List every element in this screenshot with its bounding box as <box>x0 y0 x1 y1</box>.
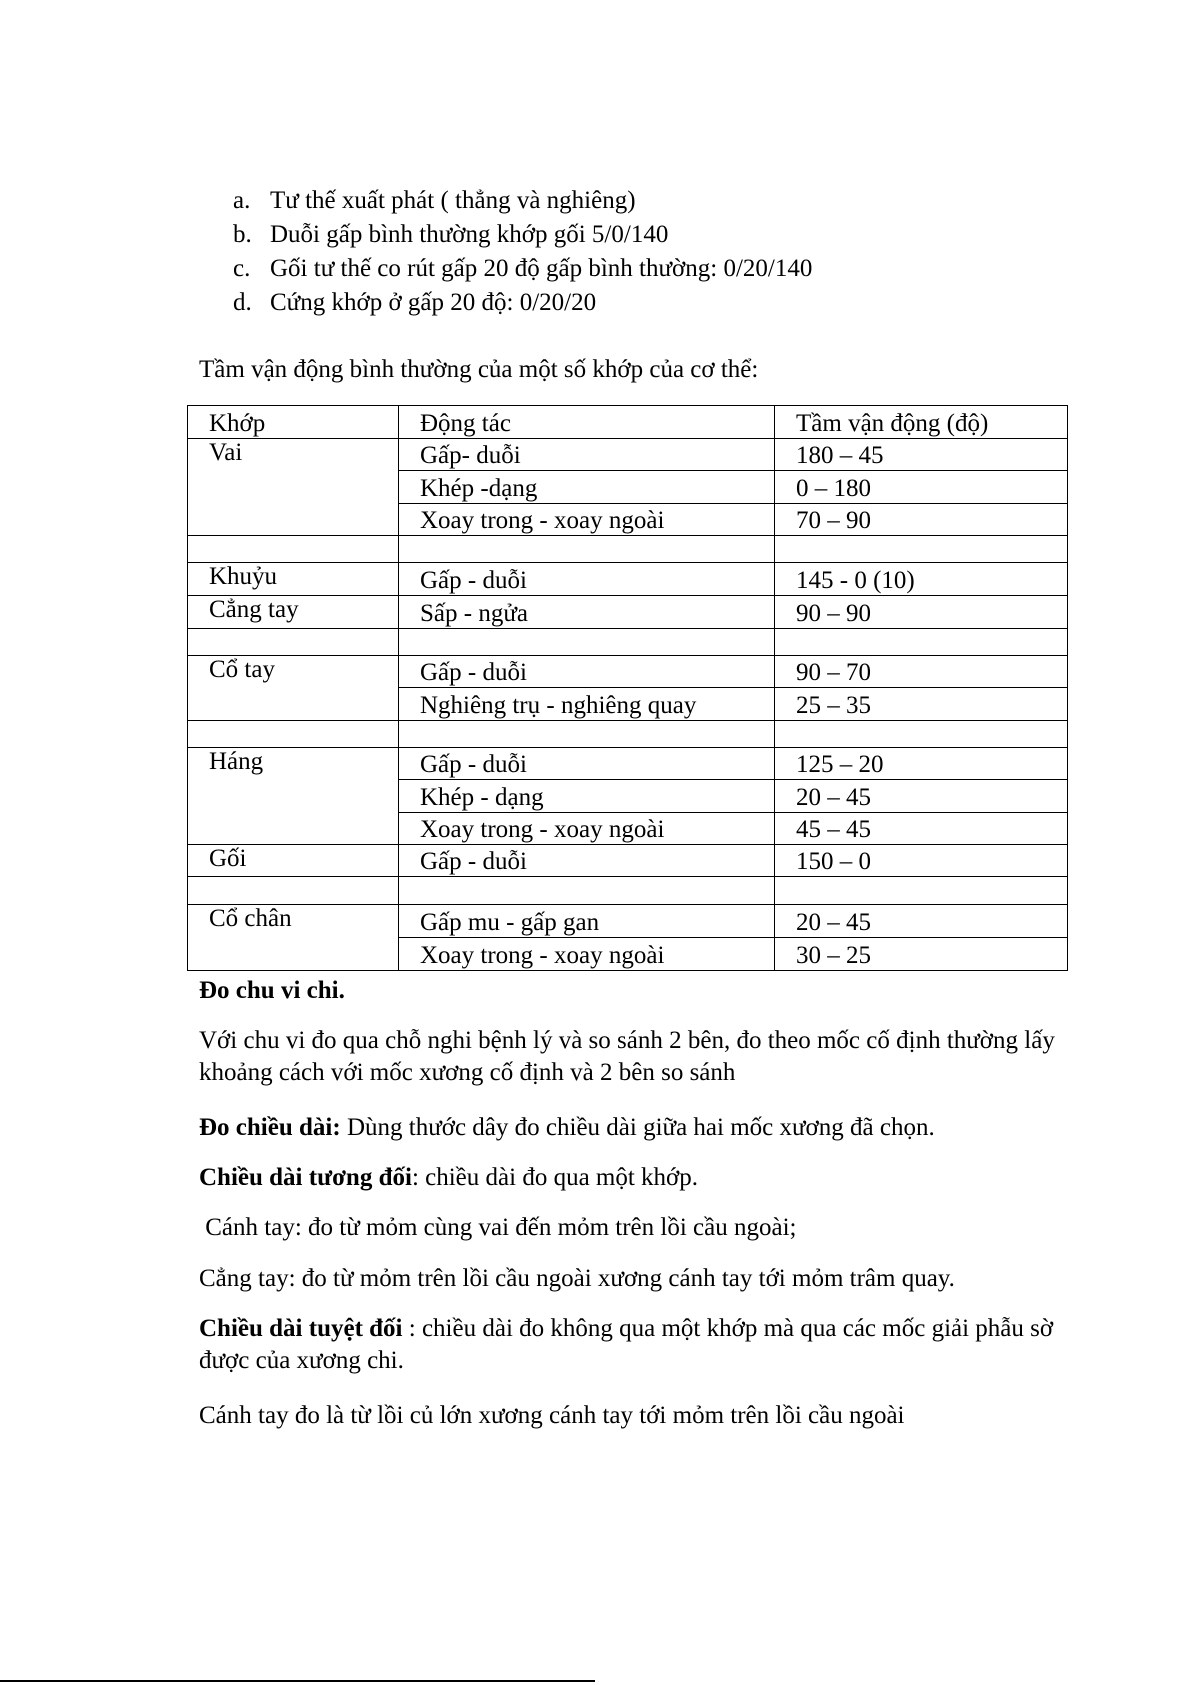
joint-cell: Háng <box>188 748 399 845</box>
table-intro: Tầm vận động bình thường của một số khớp của cơ thể: <box>199 356 759 383</box>
joint-cell: Cẳng tay <box>188 596 399 629</box>
spacer-row <box>188 721 1068 748</box>
movement-cell: Gấp- duỗi <box>399 439 775 471</box>
range-cell: 45 – 45 <box>775 813 1068 845</box>
movement-cell: Xoay trong - xoay ngoài <box>399 938 775 971</box>
range-cell: 20 – 45 <box>775 905 1068 938</box>
table-row <box>188 563 1068 596</box>
list-marker: c. <box>233 255 251 282</box>
heading-tuong-doi: Chiều dài tương đối <box>199 1164 412 1191</box>
paragraph-tuong-doi <box>199 1162 1079 1194</box>
range-cell: 180 – 45 <box>775 439 1068 471</box>
list-item-text: Gối tư thế co rút gấp 20 độ gấp bình thường: 0/20/140 <box>270 255 813 282</box>
tuyet-doi-text: : chiều dài đo không qua một khớp mà qua các mốc giải phẫu sờ được của xương chi. <box>199 1315 1054 1374</box>
joint-cell: Cổ chân <box>188 905 399 971</box>
movement-cell: Xoay trong - xoay ngoài <box>399 813 775 845</box>
movement-cell: Gấp - duỗi <box>399 845 775 877</box>
list-item-text: Tư thế xuất phát ( thẳng và nghiêng) <box>270 187 636 214</box>
spacer-row <box>188 877 1068 905</box>
spacer-row <box>188 629 1068 656</box>
joint-cell: Khuỷu <box>188 563 399 596</box>
heading-chu-vi: Đo chu vi chi. <box>199 977 345 1004</box>
movement-cell: Xoay trong - xoay ngoài <box>399 504 775 536</box>
movement-cell: Gấp mu - gấp gan <box>399 905 775 938</box>
range-cell: 0 – 180 <box>775 471 1068 504</box>
range-cell: 145 - 0 (10) <box>775 563 1068 596</box>
range-cell: 70 – 90 <box>775 504 1068 536</box>
table-row <box>188 905 1068 938</box>
chieu-dai-text: Dùng thước dây đo chiều dài giữa hai mốc xương đã chọn. <box>340 1114 935 1141</box>
paragraph-tuyet-doi <box>199 1313 1079 1377</box>
range-cell: 30 – 25 <box>775 938 1068 971</box>
movement-cell: Gấp - duỗi <box>399 656 775 688</box>
range-of-motion-table <box>187 405 1068 971</box>
paragraph-chu-vi: Với chu vi đo qua chỗ nghi bệnh lý và so sánh 2 bên, đo theo mốc cố định thường lấy khoảng cách với mốc xương cố định và 2 bên so sánh <box>199 1027 1055 1086</box>
table-row <box>188 439 1068 471</box>
paragraph-canh-tay-tuong-doi: Cánh tay: đo từ mỏm cùng vai đến mỏm trên lồi cầu ngoài; <box>199 1214 797 1241</box>
range-cell: 150 – 0 <box>775 845 1068 877</box>
joint-cell: Vai <box>188 439 399 536</box>
table-header-row <box>188 406 1068 439</box>
joint-cell: Gối <box>188 845 399 877</box>
spacer-row <box>188 536 1068 563</box>
range-cell: 125 – 20 <box>775 748 1068 780</box>
paragraph-cang-tay-tuong-doi: Cẳng tay: đo từ mỏm trên lồi cầu ngoài xương cánh tay tới mỏm trâm quay. <box>199 1265 955 1292</box>
heading-tuyet-doi: Chiều dài tuyệt đối <box>199 1315 403 1342</box>
joint-cell: Cổ tay <box>188 656 399 721</box>
movement-cell: Khép -dạng <box>399 471 775 504</box>
list-marker: b. <box>233 221 252 248</box>
list-item-text: Duỗi gấp bình thường khớp gối 5/0/140 <box>270 221 669 248</box>
heading-chieu-dai: Đo chiều dài: <box>199 1114 341 1141</box>
table-row <box>188 656 1068 688</box>
range-cell: 90 – 90 <box>775 596 1068 629</box>
movement-cell: Sấp - ngửa <box>399 596 775 629</box>
header-joint: Khớp <box>188 406 399 439</box>
paragraph-canh-tay-tuyet-doi: Cánh tay đo là từ lồi củ lớn xương cánh tay tới mỏm trên lồi cầu ngoài <box>199 1402 905 1429</box>
movement-cell: Gấp - duỗi <box>399 563 775 596</box>
tuong-doi-text: : chiều dài đo qua một khớp. <box>411 1164 699 1191</box>
paragraph-chieu-dai <box>199 1112 1079 1144</box>
table-row <box>188 845 1068 877</box>
table-row <box>188 596 1068 629</box>
list-item-text: Cứng khớp ở gấp 20 độ: 0/20/20 <box>270 289 597 316</box>
range-cell: 25 – 35 <box>775 688 1068 721</box>
table-row <box>188 748 1068 780</box>
header-movement: Động tác <box>399 406 775 439</box>
list-marker: d. <box>233 289 252 316</box>
range-cell: 20 – 45 <box>775 780 1068 813</box>
range-cell: 90 – 70 <box>775 656 1068 688</box>
movement-cell: Gấp - duỗi <box>399 748 775 780</box>
header-range: Tầm vận động (độ) <box>775 406 1068 439</box>
list-marker: a. <box>233 187 251 214</box>
movement-cell: Nghiêng trụ - nghiêng quay <box>399 688 775 721</box>
movement-cell: Khép - dạng <box>399 780 775 813</box>
footnote-separator <box>0 1680 595 1682</box>
